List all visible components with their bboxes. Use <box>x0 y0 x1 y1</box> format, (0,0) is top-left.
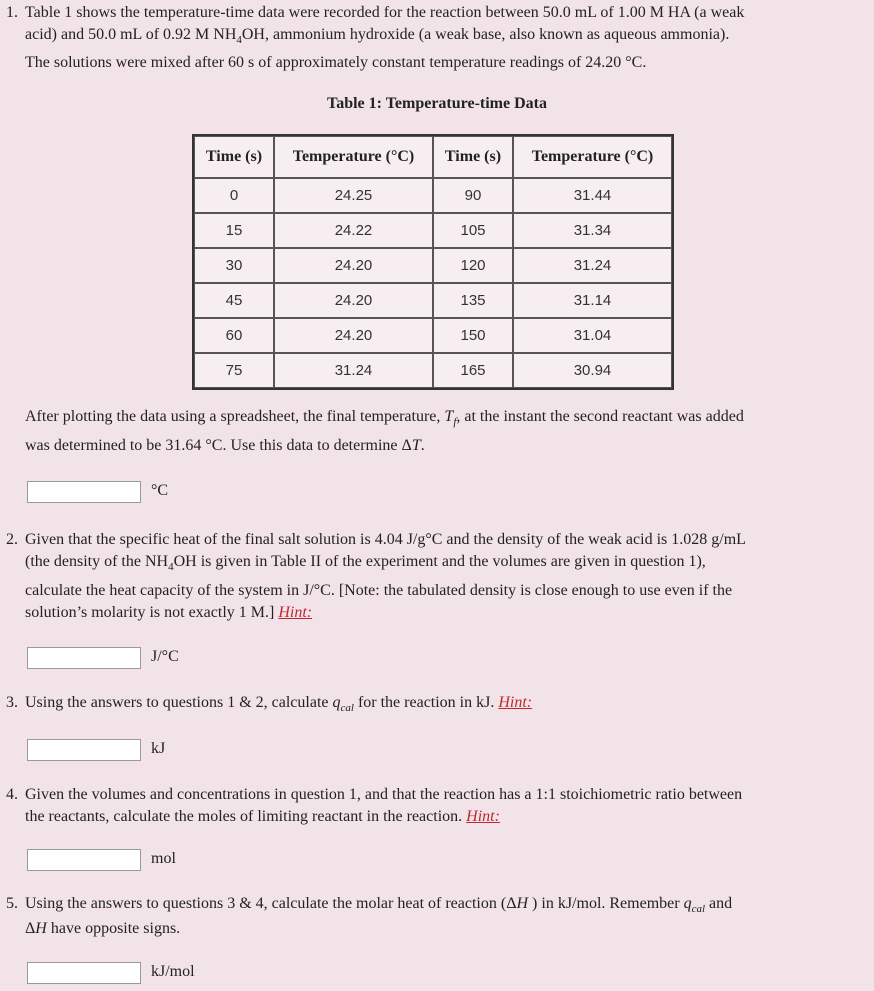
table-cell: 120 <box>433 248 513 283</box>
table-cell: 31.14 <box>513 283 672 318</box>
q3-answer-input[interactable] <box>27 739 141 761</box>
q1-answer-input[interactable] <box>27 481 141 503</box>
q2-text-line3: calculate the heat capacity of the system in J/°C. [Note: the tabulated density is close enough to use even if the <box>25 582 733 599</box>
q4-unit-label: mol <box>151 850 176 867</box>
table-cell: 31.24 <box>274 353 433 388</box>
q4-text-line2: the reactants, calculate the moles of limiting reactant in the reaction. Hint: <box>25 808 500 825</box>
q2-text-line4: solution’s molarity is not exactly 1 M.] Hint: <box>25 604 313 621</box>
table-cell: 105 <box>433 213 513 248</box>
q1-text-line1: Table 1 shows the temperature-time data were recorded for the reaction between 50.0 mL of 1.00 M HA (a weak <box>25 4 745 21</box>
q1-number: 1. <box>6 4 18 21</box>
q3-text-line1: Using the answers to questions 1 & 2, calculate $q_{cal}$ for the reaction in kJ. Hint: <box>25 694 533 715</box>
q3-unit-label: kJ <box>151 740 166 757</box>
q1-text-line2: acid) and 50.0 mL of 0.92 M $NH_4OH$, ammonium hydroxide (a weak base, also known as aqueous ammonia). <box>25 26 730 47</box>
temperature-time-table <box>192 134 674 390</box>
table-cell: 75 <box>194 353 274 388</box>
q2-text-line2: (the density of the $NH_4OH$ is given in Table II of the experiment and the volumes are given in question 1), <box>25 553 706 574</box>
q5-text-line1: Using the answers to questions 3 & 4, calculate the molar heat of reaction (ΔH ) in kJ/mol. Remember $q_{cal}$ and <box>25 895 733 916</box>
q2-number: 2. <box>6 531 18 548</box>
table-header: Time (s) <box>433 136 513 178</box>
table-cell: 45 <box>194 283 274 318</box>
table-cell: 31.34 <box>513 213 672 248</box>
table-row <box>194 213 672 248</box>
q5-text-line2: ΔH have opposite signs. <box>25 920 181 937</box>
q2-text-line1: Given that the specific heat of the final salt solution is 4.04 J/g°C and the density of the weak acid is 1.028 g/mL <box>25 531 746 548</box>
table-row <box>194 178 672 213</box>
q4-text-line1: Given the volumes and concentrations in question 1, and that the reaction has a 1:1 stoichiometric ratio between <box>25 786 743 803</box>
table-header: Time (s) <box>194 136 274 178</box>
table-title: Table 1: Temperature-time Data <box>327 95 547 112</box>
table-row <box>194 318 672 353</box>
table-row <box>194 283 672 318</box>
table-cell: 31.04 <box>513 318 672 353</box>
q2-answer-input[interactable] <box>27 647 141 669</box>
table-cell: 30 <box>194 248 274 283</box>
q5-number: 5. <box>6 895 18 912</box>
table-cell: 24.25 <box>274 178 433 213</box>
table-row <box>194 353 672 388</box>
table-cell: 15 <box>194 213 274 248</box>
q1-after-line2: was determined to be 31.64 °C. Use this data to determine ΔT. <box>25 437 425 454</box>
q5-answer-input[interactable] <box>27 962 141 984</box>
q4-number: 4. <box>6 786 18 803</box>
table-cell: 31.24 <box>513 248 672 283</box>
q3-hint-link[interactable]: Hint: <box>498 694 533 711</box>
table-row <box>194 248 672 283</box>
table-cell: 60 <box>194 318 274 353</box>
table-cell: 24.20 <box>274 283 433 318</box>
q2-unit-label: J/°C <box>151 648 179 665</box>
q5-unit-label: kJ/mol <box>151 963 195 980</box>
table-cell: 90 <box>433 178 513 213</box>
table-cell: 150 <box>433 318 513 353</box>
q2-hint-link[interactable]: Hint: <box>278 604 313 621</box>
table-cell: 31.44 <box>513 178 672 213</box>
q1-unit-label: °C <box>151 482 169 499</box>
table-cell: 135 <box>433 283 513 318</box>
table-cell: 165 <box>433 353 513 388</box>
q4-hint-link[interactable]: Hint: <box>466 808 500 825</box>
table-cell: 0 <box>194 178 274 213</box>
q3-number: 3. <box>6 694 18 711</box>
q4-answer-input[interactable] <box>27 849 141 871</box>
table-header: Temperature (°C) <box>274 136 433 178</box>
table-cell: 30.94 <box>513 353 672 388</box>
table-header: Temperature (°C) <box>513 136 672 178</box>
q1-text-line3: The solutions were mixed after 60 s of approximately constant temperature readings of 24.20 °C. <box>25 54 647 71</box>
table-cell: 24.20 <box>274 318 433 353</box>
table-cell: 24.20 <box>274 248 433 283</box>
table-cell: 24.22 <box>274 213 433 248</box>
q1-after-line1: After plotting the data using a spreadsheet, the final temperature, $T_f$, at the instant the second reactant was added <box>25 408 744 429</box>
